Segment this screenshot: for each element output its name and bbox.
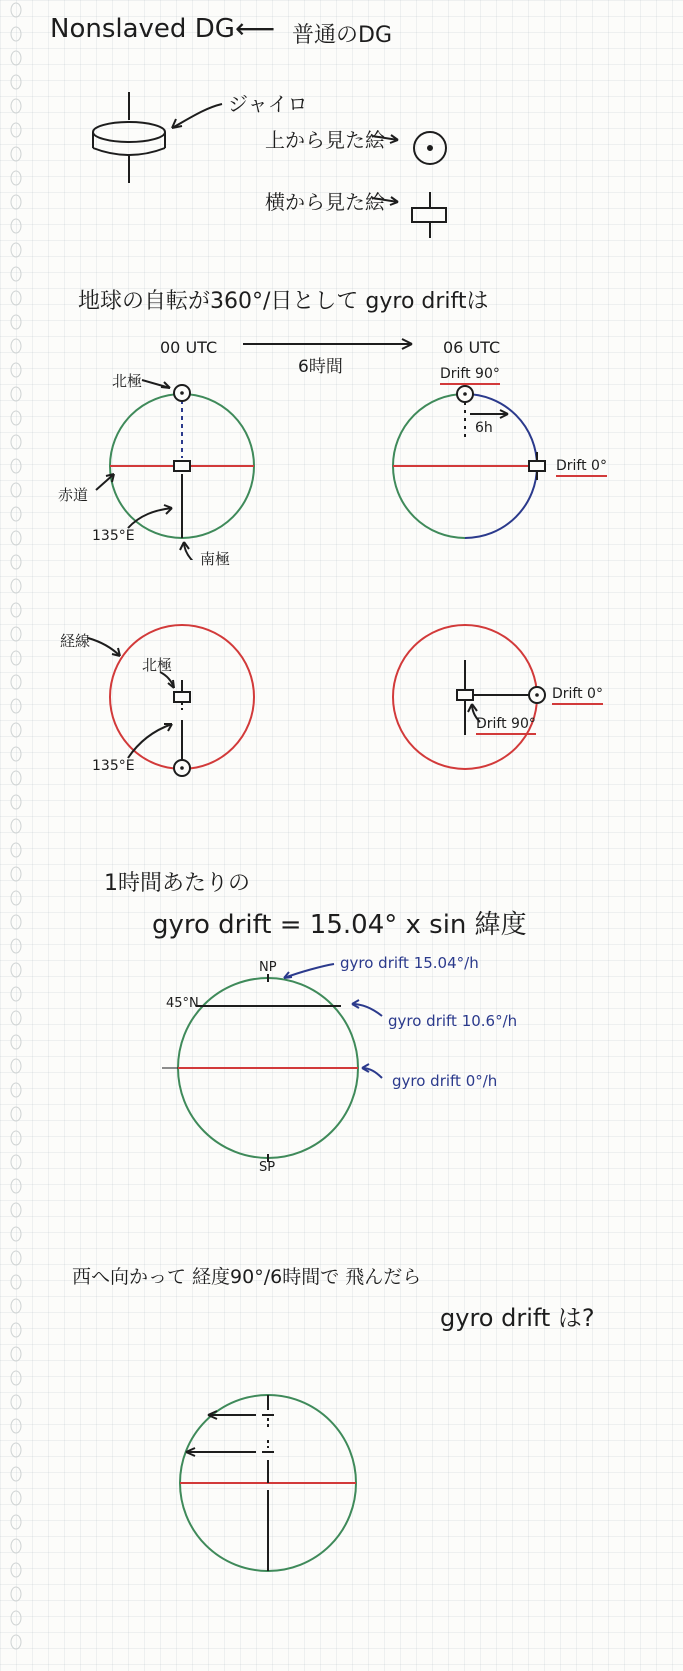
formula-line2: gyro drift = 15.04° x sin 緯度 (152, 910, 527, 940)
page-subtitle: 普通のDG (292, 23, 392, 48)
elapsed-label: 6h (475, 420, 493, 436)
question-line1: 西へ向かって 経度90°/6時間で 飛んだら (72, 1266, 422, 1288)
sp-label: SP (259, 1160, 276, 1175)
meridian-label: 経線 (60, 632, 91, 650)
south-pole-label: 南極 (200, 550, 231, 568)
meridian-drift-90-label: Drift 90° (476, 716, 536, 735)
drift-eq-label: gyro drift 0°/h (392, 1072, 498, 1090)
equator-label: 赤道 (58, 486, 89, 504)
gyro-label: ジャイロ (228, 92, 308, 116)
question-line2: gyro drift は? (440, 1304, 595, 1332)
page-title: Nonslaved DG (50, 14, 235, 44)
drift-90-label: Drift 90° (440, 366, 500, 385)
drift-45-label: gyro drift 10.6°/h (388, 1012, 518, 1030)
time-start: 00 UTC (160, 338, 218, 357)
north-pole-label: 北極 (112, 372, 143, 390)
side-view-label: 横から見た絵 (265, 190, 385, 214)
drift-0-label: Drift 0° (556, 458, 607, 477)
drift-np-label: gyro drift 15.04°/h (340, 954, 479, 972)
np-label: NP (259, 960, 277, 975)
formula-line1: 1時間あたりの (104, 871, 250, 896)
interval-label: 6時間 (298, 357, 343, 377)
earth-heading: 地球の自転が360°/日として gyro driftは (78, 289, 489, 314)
longitude-label: 135°E (92, 528, 135, 544)
lat45-label: 45°N (166, 996, 199, 1011)
meridian-north-pole-label: 北極 (142, 656, 173, 674)
title-arrow: ⟵ (235, 12, 276, 45)
time-end: 06 UTC (443, 338, 501, 357)
meridian-drift-0-label: Drift 0° (552, 686, 603, 705)
top-view-label: 上から見た絵 (265, 128, 385, 152)
meridian-longitude-label: 135°E (92, 758, 135, 774)
